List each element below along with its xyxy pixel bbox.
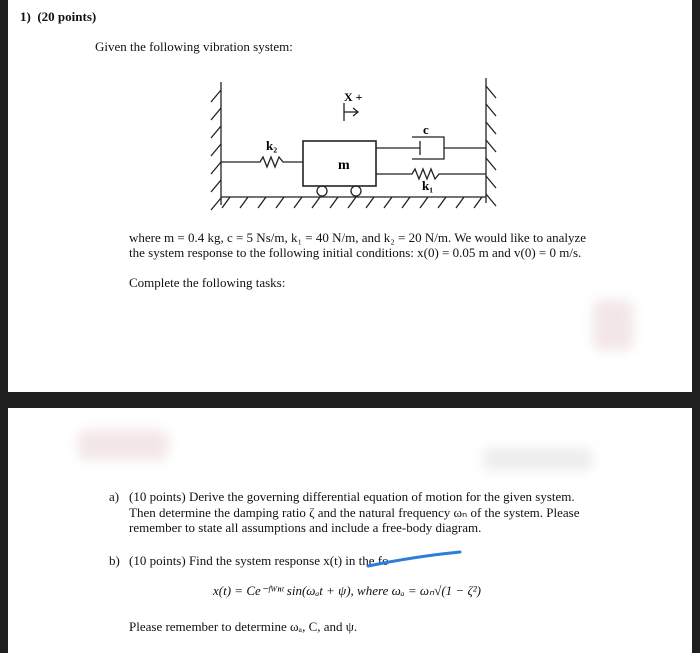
response-equation: x(t) = Ce⁻ᶠᵂⁿᵗ sin(ωₐt + ψ), where ωₐ = ωₙ√(1 − ζ²) xyxy=(213,583,481,598)
document-page-1 xyxy=(8,0,692,392)
intro-text: Given the following vibration system: xyxy=(95,39,293,54)
k2-label: k₂ xyxy=(266,138,278,153)
vibration-system-diagram xyxy=(8,0,692,230)
task-b-label: b) xyxy=(109,553,120,568)
task-a-line-2: Then determine the damping ratio ζ and the natural frequency ωₙ of the system. Please xyxy=(129,505,580,520)
document-page-2 xyxy=(8,408,692,653)
task-b-line-1: (10 points) Find the system response x(t) in the fo xyxy=(129,553,389,568)
parameters-line-2: the system response to the following initial conditions: x(0) = 0.05 m and v(0) = 0 m/s. xyxy=(129,245,582,260)
k1-label: k₁ xyxy=(422,178,434,193)
parameters-line-1: where m = 0.4 kg, c = 5 Ns/m, k₁ = 40 N/m, and k₂ = 20 N/m. We would like to analyze xyxy=(129,230,587,245)
task-a-line-1: (10 points) Derive the governing differential equation of motion for the given system. xyxy=(129,489,575,504)
c-label: c xyxy=(423,122,429,137)
mass-label: m xyxy=(338,158,350,173)
task-a-label: a) xyxy=(109,489,120,504)
task-a-line-3: remember to state all assumptions and include a free-body diagram. xyxy=(129,520,482,535)
task-b-note: Please remember to determine ωₐ, C, and ψ. xyxy=(129,619,358,634)
tasks-heading: Complete the following tasks: xyxy=(129,275,286,290)
redaction-smudge xyxy=(593,300,633,350)
pen-annotation-stroke xyxy=(8,408,692,653)
x-positive-label: X + xyxy=(344,90,363,104)
problem-number: 1) (20 points) xyxy=(20,9,97,24)
